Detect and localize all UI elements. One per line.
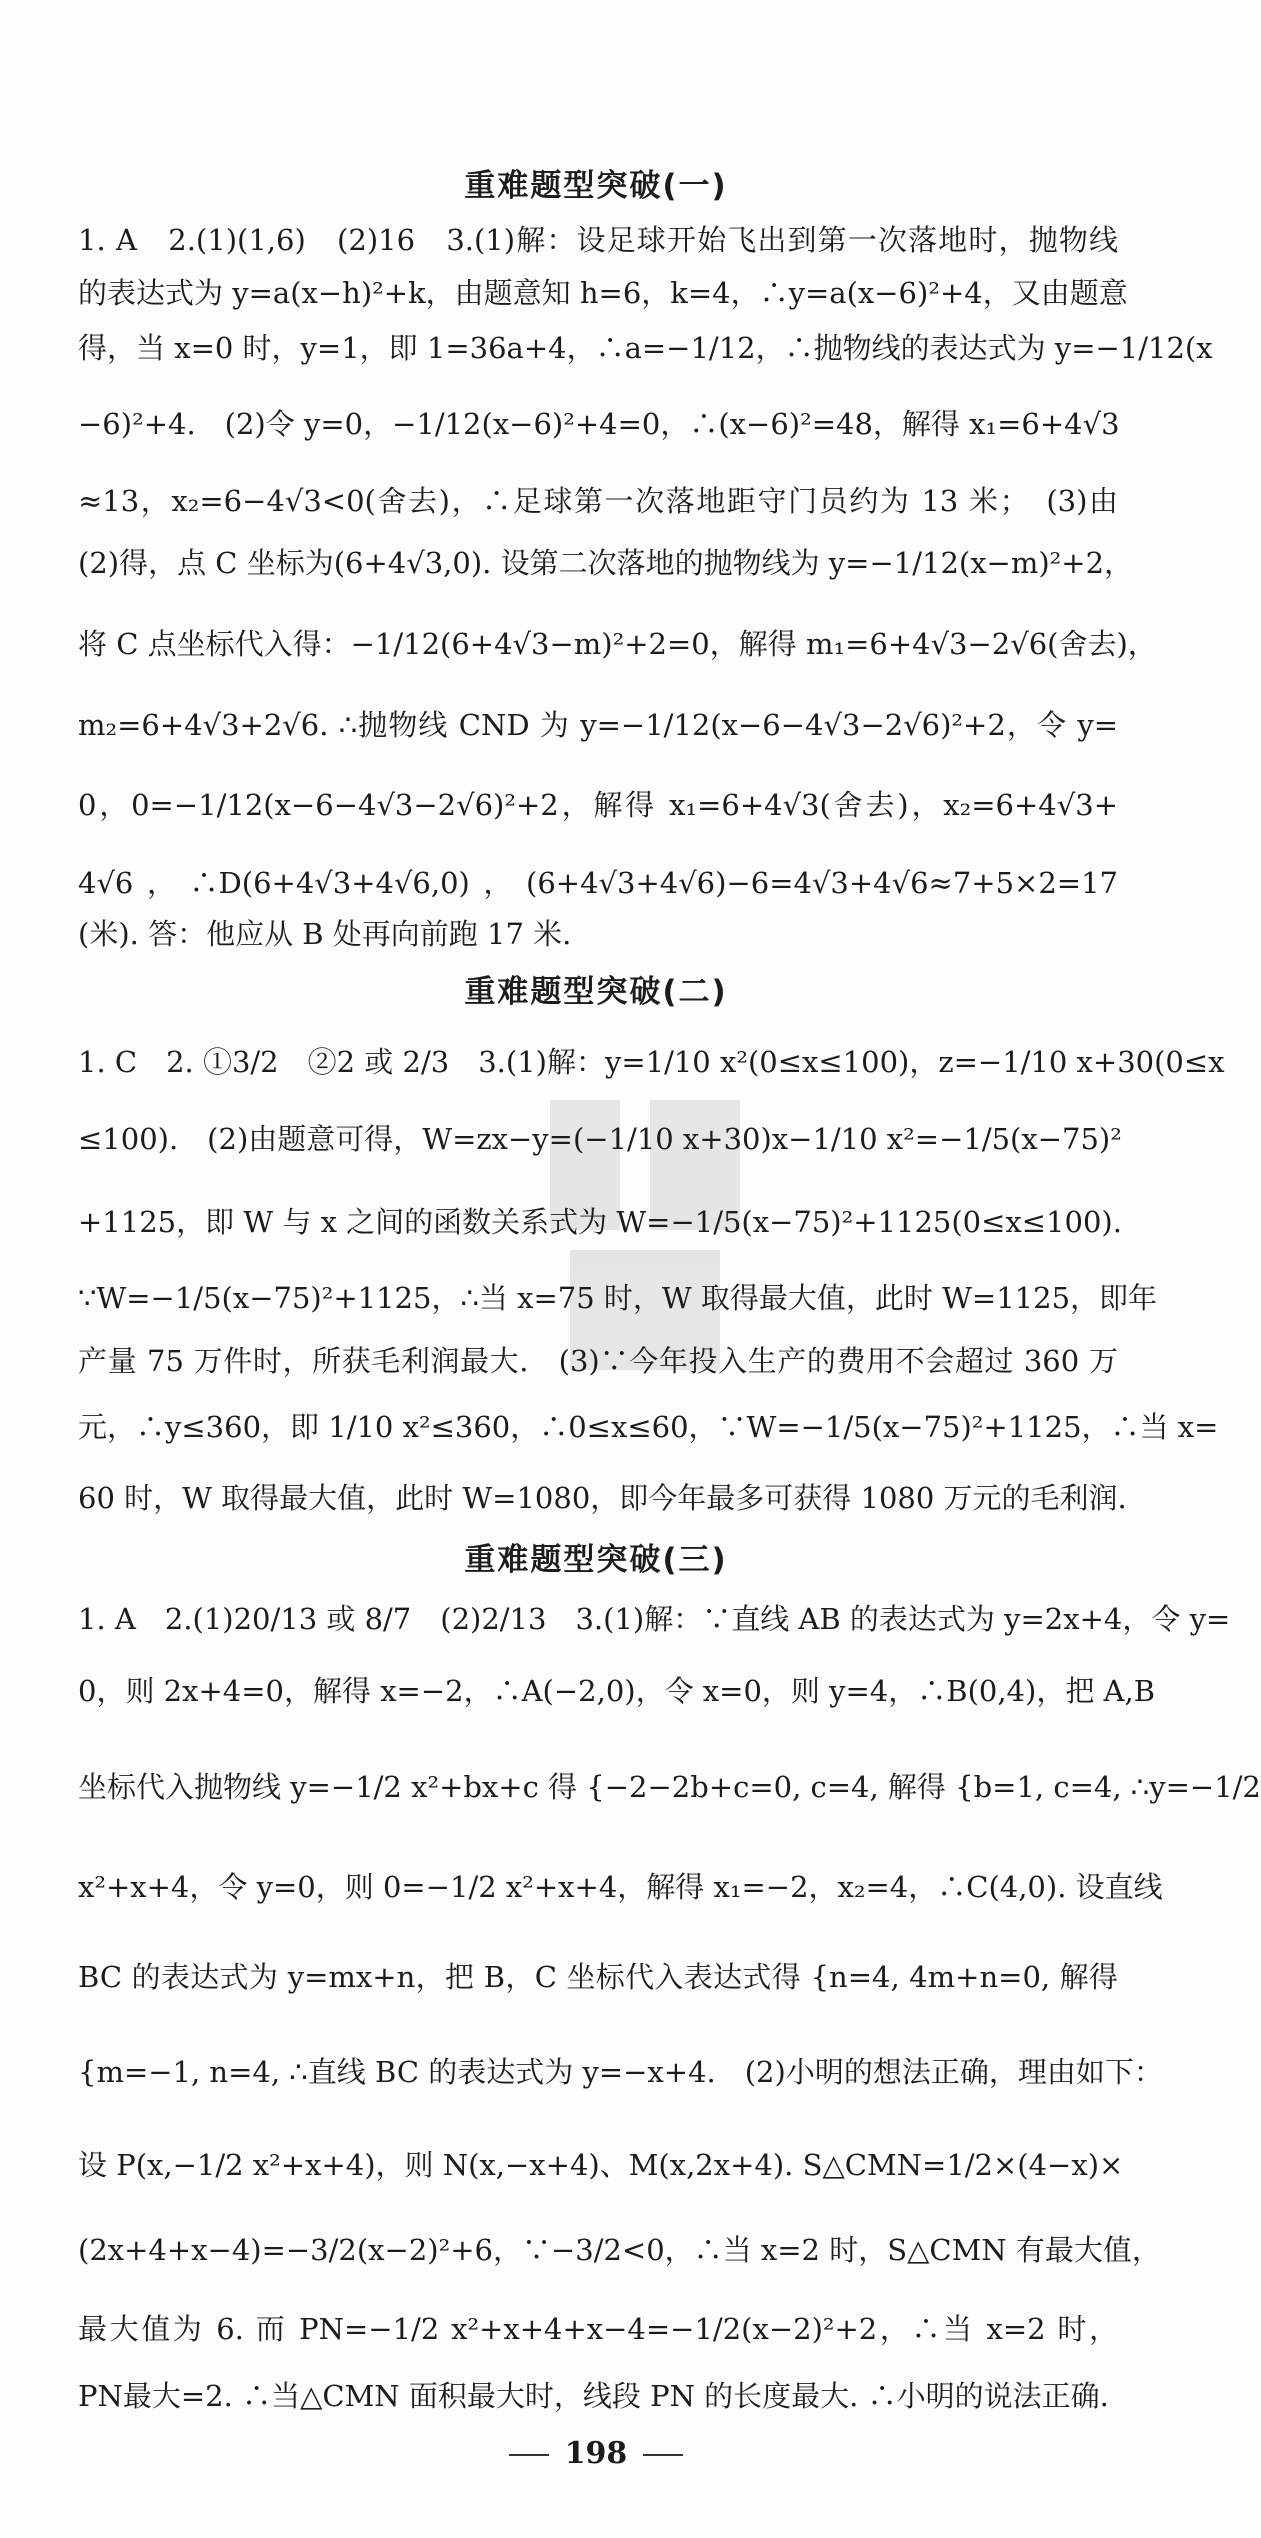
divider [643,2454,683,2456]
text-line: ∵W=−1/5(x−75)²+1125，∴当 x=75 时，W 取得最大值，此时 W=1125，即年 [78,1281,1158,1315]
text-line: 0，0=−1/12(x−6−4√3−2√6)²+2，解得 x₁=6+4√3(舍去)，x₂=6+4√3+ [78,788,1118,822]
section-title: 重难题型突破(三) [464,1542,728,1578]
text-line: PN最大=2. ∴当△CMN 面积最大时，线段 PN 的长度最大. ∴小明的说法正确. [78,2379,1109,2413]
text-line: BC 的表达式为 y=mx+n，把 B，C 坐标代入表达式得 {n=4, 4m+n=0, 解得 [78,1960,1118,1994]
section-title: 重难题型突破(一) [464,168,728,204]
text-line: ≈13，x₂=6−4√3<0(舍去)，∴足球第一次落地距守门员约为 13 米； (3)由 [78,484,1118,518]
text-line: 1. A 2.(1)(1,6) (2)16 3.(1)解：设足球开始飞出到第一次落地时，抛物线 [78,223,1118,257]
text-line: (米). 答：他应从 B 处再向前跑 17 米. [78,917,572,951]
text-line: 坐标代入抛物线 y=−1/2 x²+bx+c 得 {−2−2b+c=0, c=4, 解得 {b=1, c=4, ∴y=−1/2 [78,1770,1261,1804]
text-line: 1. C 2. ①3/2 ②2 或 2/3 3.(1)解：y=1/10 x²(0≤x≤100)，z=−1/10 x+30(0≤x [78,1045,1225,1079]
text-line: 60 时，W 取得最大值，此时 W=1080，即今年最多可获得 1080 万元的毛利润. [78,1481,1127,1515]
text-line: 设 P(x,−1/2 x²+x+4)，则 N(x,−x+4)、M(x,2x+4). S△CMN=1/2×(4−x)× [78,2148,1124,2182]
page-number-text: 198 [564,2436,628,2471]
text-line: 产量 75 万件时，所获毛利润最大. (3)∵今年投入生产的费用不会超过 360 万 [78,1344,1118,1378]
text-line: {m=−1, n=4, ∴直线 BC 的表达式为 y=−x+4. (2)小明的想法正确，理由如下： [78,2055,1163,2089]
text-line: (2)得，点 C 坐标为(6+4√3,0). 设第二次落地的抛物线为 y=−1/12(x−m)²+2， [78,546,1134,580]
divider [509,2454,549,2456]
text-line: (2x+4+x−4)=−3/2(x−2)²+6，∵−3/2<0，∴当 x=2 时，S△CMN 有最大值， [78,2233,1161,2267]
text-line: 最大值为 6. 而 PN=−1/2 x²+x+4+x−4=−1/2(x−2)²+2，∴当 x=2 时， [78,2312,1118,2346]
text-line: 元，∴y≤360，即 1/10 x²≤360，∴0≤x≤60，∵W=−1/5(x−75)²+1125，∴当 x= [78,1410,1219,1444]
text-line: 的表达式为 y=a(x−h)²+k，由题意知 h=6，k=4，∴y=a(x−6)²+4，又由题意 [78,276,1128,310]
text-line: 4√6，∴D(6+4√3+4√6,0)，(6+4√3+4√6)−6=4√3+4√6≈7+5×2=17 [78,866,1118,900]
page-number [0,2436,1192,2471]
text-line: 将 C 点坐标代入得：−1/12(6+4√3−m)²+2=0，解得 m₁=6+4√3−2√6(舍去)， [78,627,1157,661]
text-line: x²+x+4，令 y=0，则 0=−1/2 x²+x+4，解得 x₁=−2，x₂=4，∴C(4,0). 设直线 [78,1870,1163,1904]
text-line: +1125，即 W 与 x 之间的函数关系式为 W=−1/5(x−75)²+1125(0≤x≤100). [78,1205,1122,1239]
text-line: 0，则 2x+4=0，解得 x=−2，∴A(−2,0)，令 x=0，则 y=4，∴B(0,4)，把 A,B [78,1674,1156,1708]
text-line: ≤100). (2)由题意可得，W=zx−y=(−1/10 x+30)x−1/10 x²=−1/5(x−75)² [78,1122,1122,1156]
text-line: −6)²+4. (2)令 y=0，−1/12(x−6)²+4=0，∴(x−6)²=48，解得 x₁=6+4√3 [78,407,1120,441]
text-line: 得，当 x=0 时，y=1，即 1=36a+4，∴a=−1/12，∴抛物线的表达式为 y=−1/12(x [78,331,1213,365]
text-line: 1. A 2.(1)20/13 或 8/7 (2)2/13 3.(1)解：∵直线 AB 的表达式为 y=2x+4，令 y= [78,1602,1231,1636]
section-title: 重难题型突破(二) [464,974,728,1010]
text-line: m₂=6+4√3+2√6. ∴抛物线 CND 为 y=−1/12(x−6−4√3−2√6)²+2，令 y= [78,708,1118,742]
